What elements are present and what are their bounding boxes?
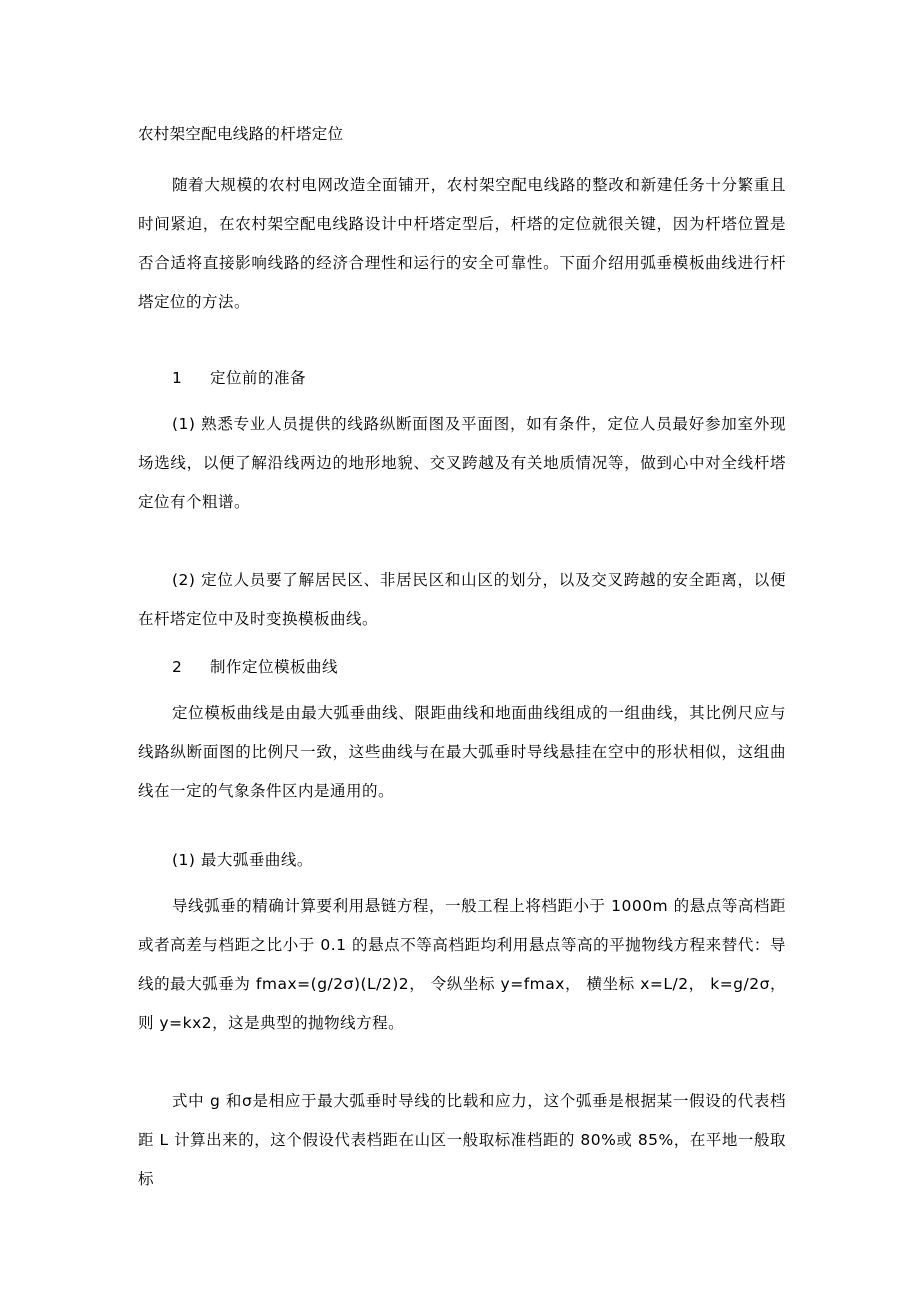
section-1-title: 定位前的准备 — [210, 369, 307, 387]
section-1-heading — [172, 366, 306, 390]
section-2-paragraph-3: 式中 g 和σ是相应于最大弧垂时导线的比载和应力，这个弧垂是根据某一假设的代表档距 L 计算出来的，这个假设代表档距在山区一般取标准档距的 80%或 85%，在平地一般取标 — [138, 1092, 786, 1188]
section-1-item-2: (2) 定位人员要了解居民区、非居民区和山区的划分，以及交叉跨越的安全距离，以便在杆塔定位中及时变换模板曲线。 — [138, 571, 786, 628]
section-1-number: 1 — [172, 369, 183, 387]
section-2-title: 制作定位模板曲线 — [210, 658, 339, 676]
section-2-number: 2 — [172, 658, 183, 676]
section-2-paragraph-2: 导线弧垂的精确计算要利用悬链方程，一般工程上将档距小于 1000m 的悬点等高档距或者高差与档距之比小于 0.1 的悬点不等高档距均利用悬点等高的平抛物线方程来替代：导线的最大弧垂为 fmax=(g/2σ)(L/2)2， 令纵坐标 y=fmax， 横坐标 x=L/2， k=g/2σ， 则 y=kx2，这是典型的抛物线方程。 — [138, 897, 786, 1032]
section-2-paragraph-1: 定位模板曲线是由最大弧垂曲线、限距曲线和地面曲线组成的一组曲线，其比例尺应与线路纵断面图的比例尺一致，这些曲线与在最大弧垂时导线悬挂在空中的形状相似，这组曲线在一定的气象条件区内是通用的。 — [138, 704, 786, 800]
section-2-heading — [172, 655, 338, 679]
section-1-item-1: (1) 熟悉专业人员提供的线路纵断面图及平面图，如有条件，定位人员最好参加室外现场选线，以便了解沿线两边的地形地貌、交叉跨越及有关地质情况等，做到心中对全线杆塔定位有个粗谱。 — [138, 415, 786, 511]
section-2-item-1-title: (1) 最大弧垂曲线。 — [172, 851, 313, 869]
document-title: 农村架空配电线路的杆塔定位 — [138, 125, 344, 143]
intro-paragraph: 随着大规模的农村电网改造全面铺开，农村架空配电线路的整改和新建任务十分繁重且时间紧迫，在农村架空配电线路设计中杆塔定型后，杆塔的定位就很关键，因为杆塔位置是否合适将直接影响线路的经济合理性和运行的安全可靠性。下面介绍用弧垂模板曲线进行杆塔定位的方法。 — [138, 176, 786, 311]
